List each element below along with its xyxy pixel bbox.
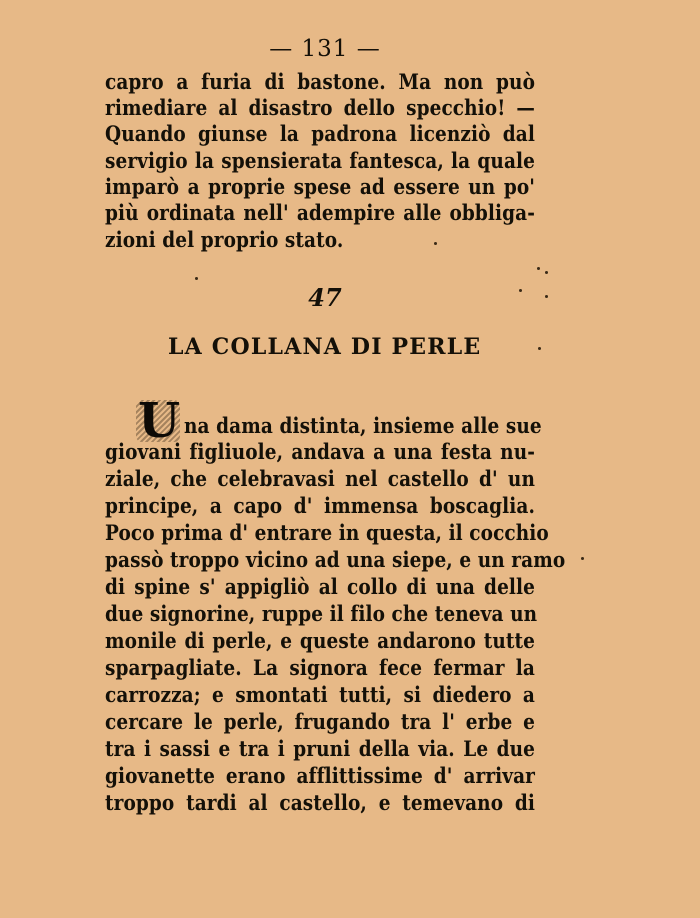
text-line: capro a furia di bastone. Ma non può bbox=[105, 70, 535, 95]
ink-speck bbox=[195, 277, 198, 280]
text-line: principe, a capo d' immensa boscaglia. bbox=[105, 494, 535, 519]
text-line-last: zioni del proprio stato. bbox=[105, 228, 344, 253]
text-line: cercare le perle, frugando tra l' erbe e bbox=[105, 710, 535, 735]
text-line: passò troppo vicino ad una siepe, e un ramo bbox=[105, 548, 566, 573]
section-number: 47 bbox=[308, 283, 342, 312]
text-line: due signorine, ruppe il filo che teneva un bbox=[105, 602, 538, 627]
text-line: di spine s' appigliò al collo di una delle bbox=[105, 575, 535, 600]
text-line: Quando giunse la padrona licenziò dal bbox=[105, 122, 535, 147]
ink-speck bbox=[581, 557, 584, 560]
ink-speck bbox=[545, 271, 548, 274]
text-line: tra i sassi e tra i pruni della via. Le due bbox=[105, 737, 535, 762]
drop-cap: U bbox=[138, 393, 180, 449]
ink-speck bbox=[545, 295, 548, 298]
ink-speck bbox=[434, 242, 437, 245]
text-line: na dama distinta, insieme alle sue bbox=[184, 414, 542, 439]
text-line: giovani figliuole, andava a una festa nu- bbox=[105, 440, 535, 465]
text-line: ziale, che celebravasi nel castello d' un bbox=[105, 467, 535, 492]
running-head: — 131 — bbox=[269, 36, 381, 62]
text-line: servigio la spensierata fantesca, la quale bbox=[105, 149, 535, 174]
text-line: monile di perle, e queste andarono tutte bbox=[105, 629, 535, 654]
text-line: giovanette erano afflittissime d' arrivar bbox=[105, 764, 535, 789]
section-title: LA COLLANA DI PERLE bbox=[168, 334, 482, 360]
ink-speck bbox=[519, 289, 522, 292]
text-line: troppo tardi al castello, e temevano di bbox=[105, 791, 535, 816]
text-line: carrozza; e smontati tutti, si diedero a bbox=[105, 683, 535, 708]
text-line: più ordinata nell' adempire alle obbliga- bbox=[105, 201, 535, 226]
text-line: sparpagliate. La signora fece fermar la bbox=[105, 656, 535, 681]
text-line: rimediare al disastro dello specchio! — bbox=[105, 96, 535, 121]
text-line: Poco prima d' entrare in questa, il cocchio bbox=[105, 521, 549, 546]
text-line: imparò a proprie spese ad essere un po' bbox=[105, 175, 535, 200]
ink-speck bbox=[537, 267, 540, 270]
ink-speck bbox=[538, 347, 541, 350]
